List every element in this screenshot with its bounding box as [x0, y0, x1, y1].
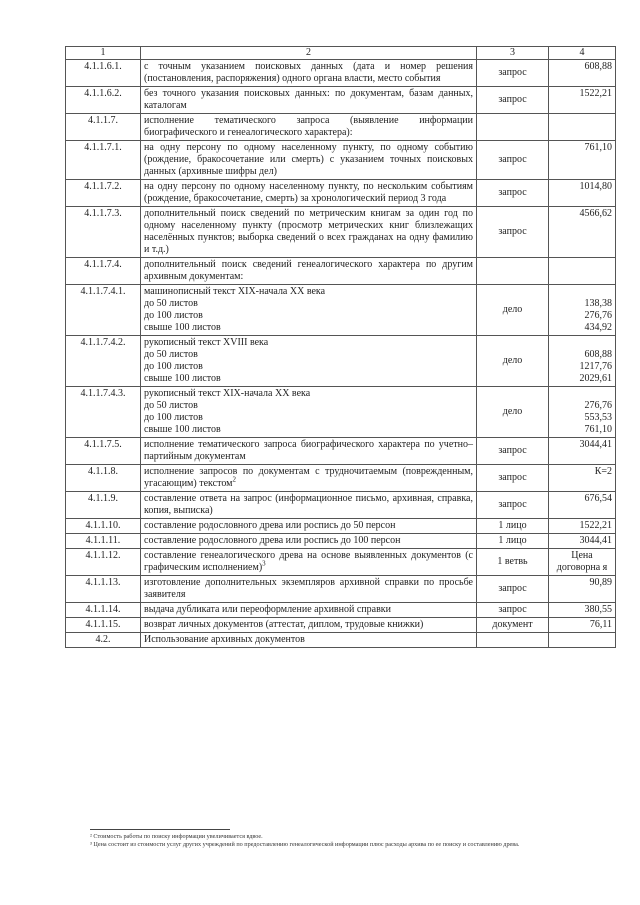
- table-row: [66, 633, 616, 648]
- table-row: [66, 576, 616, 603]
- description-text: составление родословного древа или роспись до 50 персон: [144, 520, 396, 531]
- description-text: составление генеалогического древа на основе выявленных документов (с графическим исполнением): [144, 550, 473, 573]
- item-price: [549, 336, 616, 387]
- item-unit: [477, 114, 549, 141]
- unit-text: запрос: [498, 445, 527, 456]
- footnote-ref: 3: [262, 559, 266, 568]
- price-value: 380,55: [584, 604, 612, 615]
- price-value: 76,11: [589, 619, 612, 630]
- item-price: [549, 207, 616, 258]
- item-unit: [477, 387, 549, 438]
- item-price: [549, 465, 616, 492]
- description-text: изготовление дополнительных экземпляров архивной справки по просьбе заявителя: [144, 577, 473, 600]
- price-value: 1522,21: [579, 88, 612, 99]
- item-number-text: 4.1.1.7.4.: [84, 259, 122, 270]
- item-unit: [477, 534, 549, 549]
- price-value: [552, 286, 612, 298]
- footnotes: [90, 833, 620, 849]
- description-line: рукописный текст XIX-начала XX века: [144, 388, 311, 399]
- description-text: Использование архивных документов: [144, 634, 305, 645]
- item-number-text: 4.1.1.7.2.: [84, 181, 122, 192]
- item-number-text: 4.1.1.10.: [85, 520, 121, 531]
- description-text: дополнительный поиск сведений генеалогического характера по другим архивным документам:: [144, 259, 473, 282]
- item-price: [549, 519, 616, 534]
- item-number: [66, 60, 141, 87]
- price-value: 1014,80: [579, 181, 612, 192]
- description-text: выдача дубликата или переоформление архивной справки: [144, 604, 392, 615]
- item-unit: [477, 438, 549, 465]
- item-unit: [477, 336, 549, 387]
- price-value: Цена договорна я: [556, 550, 608, 573]
- item-number-text: 4.1.1.7.5.: [84, 439, 122, 450]
- footnote-2: ² Стоимость работы по поиску информации увеличивается вдвое.: [90, 833, 263, 840]
- item-number-text: 4.1.1.6.1.: [84, 61, 122, 72]
- price-value: 676,54: [584, 493, 612, 504]
- item-unit: [477, 603, 549, 618]
- description-text: исполнение тематического запроса (выявление информации биографического и генеалогического характера):: [144, 115, 473, 138]
- item-number-text: 4.1.1.7.4.3.: [80, 388, 126, 399]
- unit-text: запрос: [498, 604, 527, 615]
- item-price: [549, 492, 616, 519]
- description-line: свыше 100 листов: [144, 322, 221, 333]
- price-value: 553,53: [584, 412, 612, 423]
- item-description: [141, 207, 477, 258]
- table-row: [66, 618, 616, 633]
- description-text: составление ответа на запрос (информационное письмо, архивная, справка, копия, выписка): [144, 493, 473, 516]
- description-text: возврат личных документов (аттестат, диплом, трудовые книжки): [144, 619, 424, 630]
- item-number: [66, 207, 141, 258]
- description-text: на одну персону по одному населенному пункту, по нескольким событиям (рождение, бракосочетание, смерть) за хронологический период 3 года: [144, 181, 473, 204]
- table-row: [66, 258, 616, 285]
- price-value: 434,92: [584, 322, 612, 333]
- table-row: [66, 141, 616, 180]
- item-price: [549, 87, 616, 114]
- item-description: [141, 549, 477, 576]
- tariff-table: [65, 46, 616, 648]
- item-description: [141, 492, 477, 519]
- description-line: до 50 листов: [144, 349, 198, 360]
- item-unit: [477, 492, 549, 519]
- table-row: [66, 438, 616, 465]
- header-cell: 1: [66, 47, 141, 60]
- item-number-text: 4.1.1.7.4.1.: [80, 286, 126, 297]
- price-value: 3044,41: [579, 439, 612, 450]
- item-unit: [477, 465, 549, 492]
- item-description: [141, 60, 477, 87]
- price-value: 1522,21: [579, 520, 612, 531]
- description-line: машинописный текст XIX-начала XX века: [144, 286, 326, 297]
- description-line: до 100 листов: [144, 412, 203, 423]
- description-line: свыше 100 листов: [144, 424, 221, 435]
- table-row: [66, 465, 616, 492]
- item-number-text: 4.1.1.11.: [85, 535, 121, 546]
- item-description: [141, 534, 477, 549]
- item-number: [66, 387, 141, 438]
- item-description: [141, 141, 477, 180]
- table-row: [66, 492, 616, 519]
- description-line: до 100 листов: [144, 310, 203, 321]
- item-description: [141, 576, 477, 603]
- item-description: [141, 336, 477, 387]
- description-text: с точным указанием поисковых данных (дата и номер решения (постановления, распоряжения) одного органа власти, место события: [144, 61, 473, 84]
- item-number-text: 4.1.1.9.: [88, 493, 118, 504]
- item-unit: [477, 519, 549, 534]
- item-unit: [477, 633, 549, 648]
- item-number: [66, 549, 141, 576]
- item-number: [66, 534, 141, 549]
- item-price: [549, 141, 616, 180]
- item-number-text: 4.1.1.7.3.: [84, 208, 122, 219]
- price-value: [552, 388, 612, 400]
- item-number: [66, 285, 141, 336]
- item-price: [549, 576, 616, 603]
- footnote-3: ³ Цена состоит из стоимости услуг других учреждений по предоставлению генеалогической информации плюс расходы архива по ее поиску и составлению древа.: [90, 841, 520, 848]
- price-value: 1217,76: [579, 361, 612, 372]
- unit-text: дело: [502, 304, 523, 315]
- item-description: [141, 603, 477, 618]
- price-value: 2029,61: [579, 373, 612, 384]
- item-unit: [477, 60, 549, 87]
- description-text: исполнение тематического запроса биографического характера по учетно–партийным документам: [144, 439, 473, 462]
- table-row: [66, 519, 616, 534]
- unit-text: 1 ветвь: [497, 556, 528, 567]
- header-cell: 4: [549, 47, 616, 60]
- item-description: [141, 258, 477, 285]
- description-text: составление родословного древа или роспись до 100 персон: [144, 535, 401, 546]
- item-number: [66, 576, 141, 603]
- unit-text: дело: [502, 406, 523, 417]
- item-price: [549, 603, 616, 618]
- price-value: [552, 337, 612, 349]
- item-description: [141, 114, 477, 141]
- item-number: [66, 438, 141, 465]
- price-value: [552, 259, 612, 271]
- price-value: 276,76: [584, 400, 612, 411]
- table-row: [66, 603, 616, 618]
- price-value: 608,88: [584, 61, 612, 72]
- unit-text: запрос: [498, 187, 527, 198]
- item-number: [66, 618, 141, 633]
- item-number-text: 4.1.1.8.: [88, 466, 118, 477]
- header-row: [66, 47, 616, 60]
- footnote-ref: 2: [232, 475, 236, 484]
- unit-text: запрос: [498, 499, 527, 510]
- table-row: [66, 180, 616, 207]
- item-number-text: 4.1.1.15.: [85, 619, 121, 630]
- item-price: [549, 180, 616, 207]
- item-description: [141, 285, 477, 336]
- item-price: [549, 534, 616, 549]
- item-number-text: 4.1.1.12.: [85, 550, 121, 561]
- item-number: [66, 258, 141, 285]
- table-row: [66, 387, 616, 438]
- item-price: [549, 60, 616, 87]
- item-number: [66, 114, 141, 141]
- item-number: [66, 519, 141, 534]
- header-cell: 3: [477, 47, 549, 60]
- description-text: дополнительный поиск сведений по метрическим книгам за один год по одному населенному пункту (просмотр метрических книг близлежащих населённых пунктов; выборка сведений о всех гражданах на одну фамилию и т.д.): [144, 208, 473, 255]
- price-value: 4566,62: [579, 208, 612, 219]
- item-unit: [477, 87, 549, 114]
- item-description: [141, 438, 477, 465]
- unit-text: 1 лицо: [498, 520, 527, 531]
- item-unit: [477, 285, 549, 336]
- item-number-text: 4.1.1.14.: [85, 604, 121, 615]
- unit-text: запрос: [498, 472, 527, 483]
- item-description: [141, 387, 477, 438]
- table-row: [66, 285, 616, 336]
- price-value: [552, 634, 612, 646]
- item-unit: [477, 207, 549, 258]
- item-description: [141, 618, 477, 633]
- unit-text: запрос: [498, 67, 527, 78]
- table-row: [66, 534, 616, 549]
- description-line: до 50 листов: [144, 400, 198, 411]
- item-number-text: 4.1.1.7.4.2.: [80, 337, 126, 348]
- item-unit: [477, 258, 549, 285]
- table-row: [66, 207, 616, 258]
- item-price: [549, 633, 616, 648]
- description-text: без точного указания поисковых данных: по документам, базам данных, каталогам: [144, 88, 473, 111]
- item-price: [549, 438, 616, 465]
- description-text: исполнение запросов по документам с трудночитаемым (поврежденным, угасающим) текстом: [144, 466, 473, 489]
- table-row: [66, 114, 616, 141]
- description-line: рукописный текст XVIII века: [144, 337, 269, 348]
- item-price: [549, 618, 616, 633]
- item-price: [549, 114, 616, 141]
- item-price: [549, 258, 616, 285]
- item-price: [549, 549, 616, 576]
- price-value: 3044,41: [579, 535, 612, 546]
- item-number: [66, 633, 141, 648]
- price-value: 608,88: [584, 349, 612, 360]
- item-number: [66, 141, 141, 180]
- item-price: [549, 285, 616, 336]
- unit-text: запрос: [498, 583, 527, 594]
- item-number: [66, 492, 141, 519]
- header-cell: 2: [141, 47, 477, 60]
- price-value: 761,10: [584, 142, 612, 153]
- price-value: 90,89: [589, 577, 612, 588]
- item-description: [141, 465, 477, 492]
- item-unit: [477, 549, 549, 576]
- price-value: 138,38: [584, 298, 612, 309]
- description-line: свыше 100 листов: [144, 373, 221, 384]
- price-value: К=2: [594, 466, 612, 477]
- unit-text: запрос: [498, 94, 527, 105]
- item-number-text: 4.2.: [95, 634, 111, 645]
- unit-text: 1 лицо: [498, 535, 527, 546]
- item-number: [66, 87, 141, 114]
- item-number-text: 4.1.1.6.2.: [84, 88, 122, 99]
- table-row: [66, 87, 616, 114]
- description-line: до 100 листов: [144, 361, 203, 372]
- price-value: 761,10: [584, 424, 612, 435]
- unit-text: дело: [502, 355, 523, 366]
- unit-text: запрос: [498, 226, 527, 237]
- item-number: [66, 465, 141, 492]
- price-value: 276,76: [584, 310, 612, 321]
- item-number-text: 4.1.1.7.1.: [84, 142, 122, 153]
- item-number: [66, 603, 141, 618]
- table-row: [66, 549, 616, 576]
- item-description: [141, 180, 477, 207]
- unit-text: документ: [492, 619, 533, 630]
- item-number: [66, 180, 141, 207]
- footnote-divider: [90, 829, 230, 830]
- item-number-text: 4.1.1.7.: [88, 115, 118, 126]
- unit-text: запрос: [498, 154, 527, 165]
- item-description: [141, 87, 477, 114]
- item-unit: [477, 576, 549, 603]
- item-unit: [477, 618, 549, 633]
- item-number-text: 4.1.1.13.: [85, 577, 121, 588]
- item-unit: [477, 141, 549, 180]
- item-description: [141, 633, 477, 648]
- table-row: [66, 60, 616, 87]
- item-unit: [477, 180, 549, 207]
- item-price: [549, 387, 616, 438]
- table-row: [66, 336, 616, 387]
- item-description: [141, 519, 477, 534]
- description-line: до 50 листов: [144, 298, 198, 309]
- item-number: [66, 336, 141, 387]
- price-value: [552, 115, 612, 127]
- description-text: на одну персону по одному населенному пункту, по одному событию (рождение, бракосочетание или смерть) с указанием точных поисковых данных (архивные шифры дел): [144, 142, 473, 177]
